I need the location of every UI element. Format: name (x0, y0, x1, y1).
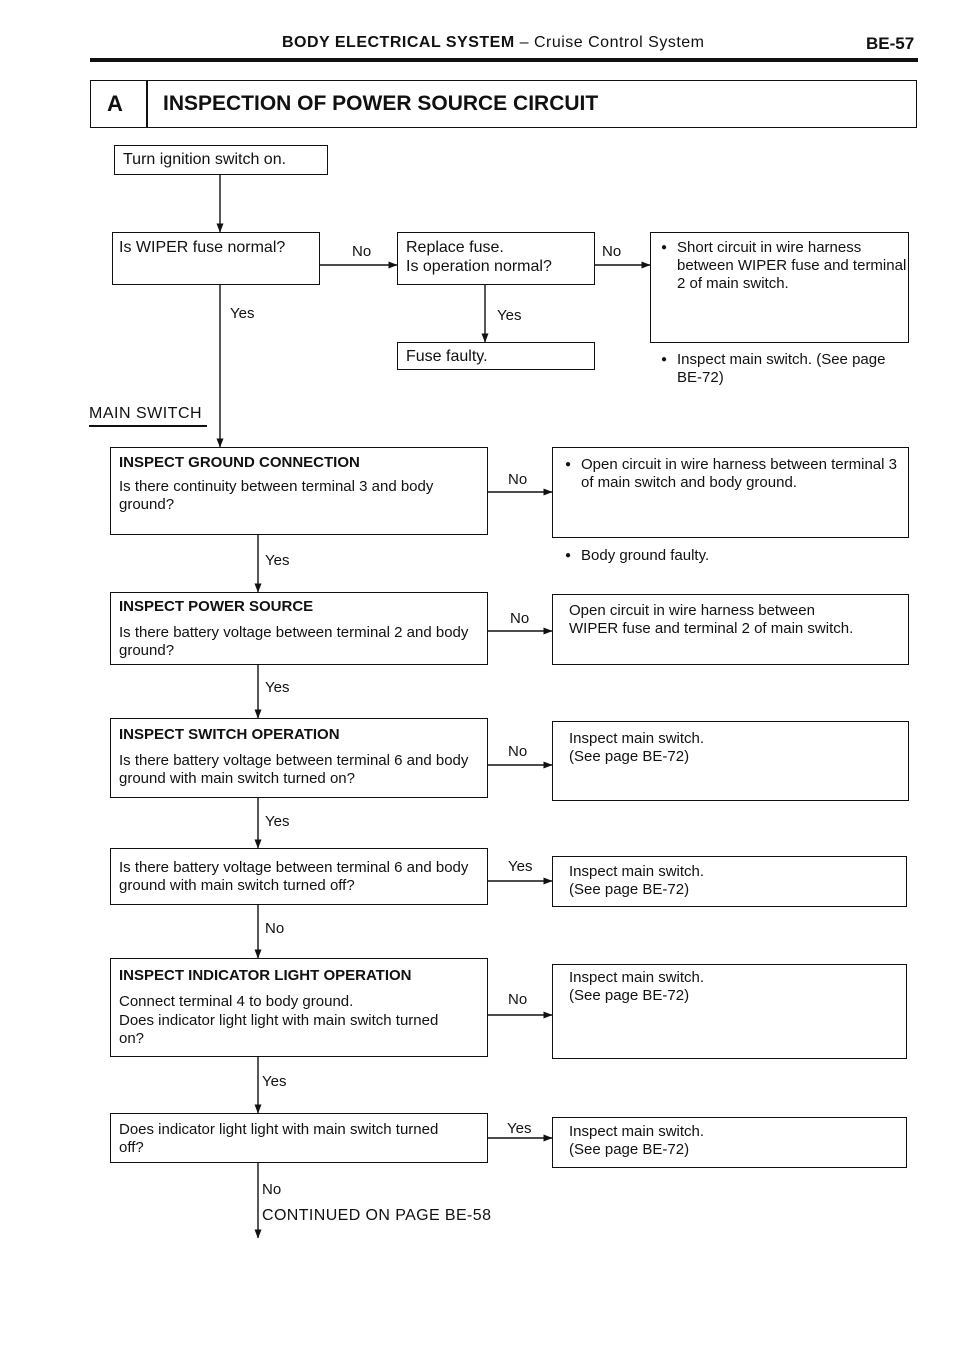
ground-no-label: No (508, 471, 528, 488)
main-switch-label: MAIN SWITCH (89, 405, 203, 422)
replace-fuse-line2: Is operation normal? (406, 258, 552, 275)
fuse-check-no-label: No (352, 243, 372, 260)
indicator-no-label: No (508, 991, 528, 1008)
start-step-box (114, 145, 328, 175)
switch-result-box (552, 721, 909, 801)
switch-yes-label: Yes (265, 813, 290, 830)
power-source-box (110, 592, 488, 665)
ground-result-item-2: ● Body ground faulty. (563, 547, 901, 565)
indicator-off-box (110, 1113, 488, 1163)
power-result-text: Open circuit in wire harness between WIPER fuse and terminal 2 of main switch. (569, 602, 854, 637)
indicator-off-result-box (552, 1117, 907, 1168)
indicator-result-box (552, 964, 907, 1059)
replace-fuse-yes-label: Yes (497, 307, 522, 324)
switch-off-result-box (552, 856, 907, 907)
fuse-check-yes-label: Yes (230, 305, 255, 322)
indicator-off-yes-label: Yes (507, 1120, 532, 1137)
indicator-light-title: INSPECT INDICATOR LIGHT OPERATION (119, 967, 412, 984)
indicator-result-line2: (See page BE-72) (569, 987, 690, 1004)
section-title: INSPECTION OF POWER SOURCE CIRCUIT (163, 92, 599, 115)
indicator-light-box (110, 958, 488, 1057)
switch-operation-text: Is there battery voltage between terminal 6 and body ground with main switch turned on? (119, 752, 469, 787)
indicator-off-no-label: No (262, 1181, 282, 1198)
wiper-result-item-2: ● Inspect main switch. (See page BE-72) (659, 351, 909, 387)
indicator-off-result-line1: Inspect main switch. (569, 1123, 705, 1140)
main-switch-underline (89, 425, 207, 427)
ground-connection-title: INSPECT GROUND CONNECTION (119, 454, 360, 471)
switch-off-no-label: No (265, 920, 285, 937)
ground-yes-label: Yes (265, 552, 290, 569)
switch-off-box (110, 848, 488, 905)
switch-result-line1: Inspect main switch. (569, 730, 705, 747)
switch-operation-box (110, 718, 488, 798)
wiper-result-box (650, 232, 909, 386)
ground-result-item-1: ● Open circuit in wire harness between terminal 3 of main switch and body ground. (563, 456, 901, 492)
header-title: BODY ELECTRICAL SYSTEM (282, 34, 515, 51)
switch-off-yes-label: Yes (508, 858, 533, 875)
switch-operation-title: INSPECT SWITCH OPERATION (119, 726, 340, 743)
power-result-box (552, 594, 909, 665)
wiper-result-item-1: ● Short circuit in wire harness between WIPER fuse and terminal 2 of main switch. (659, 239, 909, 293)
indicator-off-result-line2: (See page BE-72) (569, 1141, 690, 1158)
replace-fuse-box (397, 232, 595, 285)
section-letter: A (107, 91, 123, 116)
power-no-label: No (510, 610, 530, 627)
power-source-text: Is there battery voltage between terminal 2 and body ground? (119, 624, 469, 659)
indicator-result-line1: Inspect main switch. (569, 969, 705, 986)
indicator-light-text1: Connect terminal 4 to body ground. (119, 993, 354, 1010)
replace-fuse-no-label: No (602, 243, 622, 260)
replace-fuse-line1: Replace fuse. (406, 239, 504, 256)
switch-result-line2: (See page BE-72) (569, 748, 690, 765)
ground-connection-box (110, 447, 488, 535)
fuse-check-box (112, 232, 320, 285)
switch-off-result-line2: (See page BE-72) (569, 881, 690, 898)
indicator-light-text2: Does indicator light light with main switch turned on? (119, 1012, 439, 1047)
continued-text: CONTINUED ON PAGE BE-58 (262, 1207, 492, 1224)
ground-result-box (552, 447, 909, 564)
switch-off-text: Is there battery voltage between terminal 6 and body ground with main switch turned off? (119, 859, 469, 894)
indicator-yes-label: Yes (262, 1073, 287, 1090)
power-source-title: INSPECT POWER SOURCE (119, 598, 314, 615)
fuse-check-text: Is WIPER fuse normal? (119, 239, 286, 256)
switch-no-label: No (508, 743, 528, 760)
fuse-faulty-text: Fuse faulty. (406, 348, 488, 365)
power-yes-label: Yes (265, 679, 290, 696)
page-number: BE-57 (866, 34, 915, 53)
ground-connection-text: Is there continuity between terminal 3 and body ground? (119, 478, 434, 513)
start-step-text: Turn ignition switch on. (123, 151, 287, 168)
indicator-off-text: Does indicator light light with main switch turned off? (119, 1121, 439, 1156)
header-subtitle: – Cruise Control System (514, 34, 705, 51)
fuse-faulty-box (397, 342, 595, 370)
switch-off-result-line1: Inspect main switch. (569, 863, 705, 880)
